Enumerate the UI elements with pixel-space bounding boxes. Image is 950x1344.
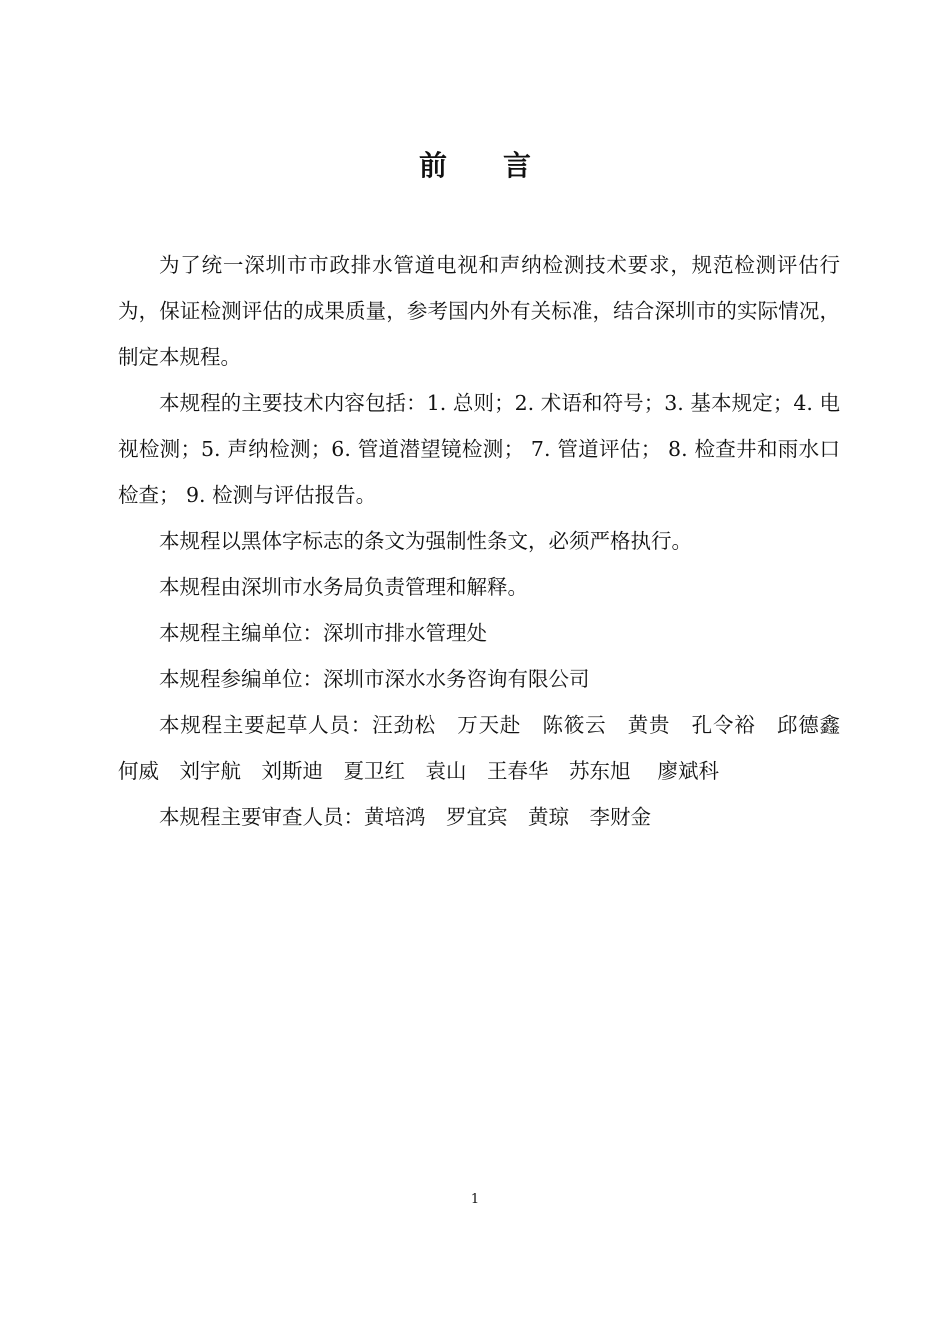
page-title: 前言 xyxy=(418,149,587,182)
paragraph-participating-unit: 本规程参编单位：深圳市深水水务咨询有限公司 xyxy=(159,667,590,691)
paragraph-mandatory: 本规程以黑体字标志的条文为强制性条文，必须严格执行。 xyxy=(159,529,692,553)
paragraph-contents: 本规程的主要技术内容包括：1. 总则；2. 术语和符号；3. 基本规定；4. 电视检测；5. 声纳检测；6. 管道潜望镜检测； 7. 管道评估； 8. 检查井和雨水口检查； 9. 检测与评估报告。 xyxy=(118,391,840,507)
paragraph-management: 本规程由深圳市水务局负责管理和解释。 xyxy=(159,575,528,599)
page-number: 1 xyxy=(470,1192,480,1207)
paragraph-chief-editor: 本规程主编单位：深圳市排水管理处 xyxy=(159,621,487,645)
preface-body xyxy=(118,242,861,840)
paragraph-purpose: 为了统一深圳市市政排水管道电视和声纳检测技术要求，规范检测评估行为，保证检测评估的成果质量，参考国内外有关标准，结合深圳市的实际情况，制定本规程。 xyxy=(118,253,840,369)
paragraph-reviewers: 本规程主要审查人员：黄培鸿 罗宜宾 黄琼 李财金 xyxy=(159,805,651,829)
paragraph-drafters: 本规程主要起草人员：汪劲松 万天赴 陈筱云 黄贵 孔令裕 邱德鑫 何威 刘宇航 刘斯迪 夏卫红 袁山 王春华 苏东旭 廖斌科 xyxy=(118,713,861,783)
